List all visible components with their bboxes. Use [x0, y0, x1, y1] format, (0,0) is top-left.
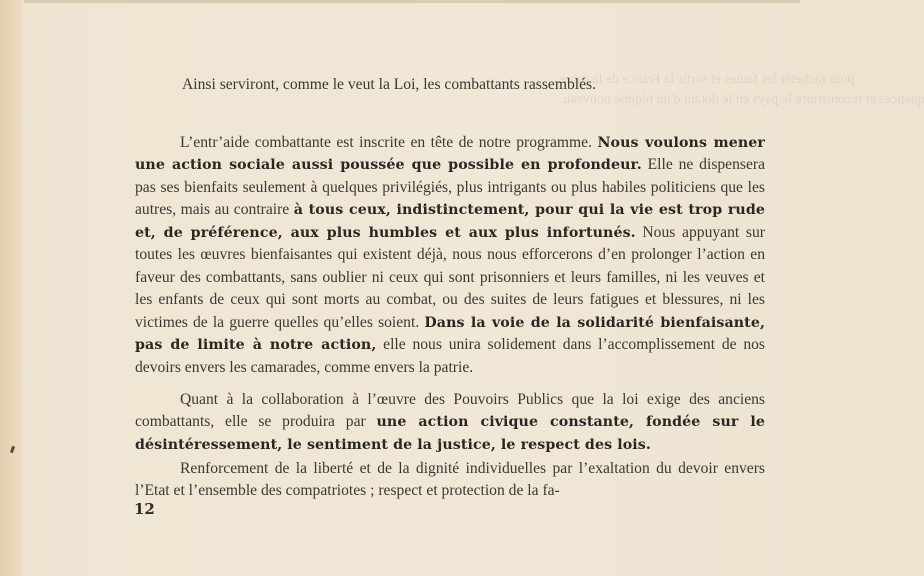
page-spine-edge [0, 0, 22, 576]
paragraph [135, 389, 765, 457]
show-through-text: pour racheter les fautes et sortir la France de la ruine [560, 72, 855, 87]
bold-text-segment: à tous ceux, indistinctement, pour qui la vie est trop rude et, de préférence, aux plus humbles et aux plus infortunés. [135, 202, 765, 241]
text-segment: Renforcement de la liberté et de la dignité individuelles par l’exaltation du devoir envers l’Etat et l’ensemble des compatriotes ; respect et protection de la fa- [135, 459, 765, 500]
paragraph [135, 74, 765, 97]
paragraph [135, 458, 765, 503]
text-segment: L’entr’aide combattante est inscrite en tête de notre programme. [180, 133, 598, 151]
text-segment: elle nous unira solidement dans l’accomplissement de nos devoirs envers les camarades, comme envers la patrie. [135, 336, 765, 376]
text-segment: Ainsi serviront, comme le veut la Loi, les combattants rassemblés. [182, 75, 597, 93]
text-segment: Elle ne dispensera pas ses bienfaits seulement à quelques privilégiés, plus intrigants ou plus habiles politiciens que les autres, mais au contraire [135, 156, 766, 219]
page-top-edge [24, 0, 800, 3]
text-segment: Quant à la collaboration à l’œuvre des Pouvoirs Publics que la loi exige des anciens combattants, elle se produira par [135, 390, 765, 431]
paragraph [135, 132, 765, 380]
page-number: 12 [134, 500, 155, 518]
text-segment: Nous appuyant sur toutes les œuvres bienfaisantes qui existent déjà, nous nous efforcerons d’en prolonger l’action en faveur des combattants, sans oublier ni ceux qui sont prisonniers et leurs familles, ni les veuves et les enfants de ceux qui sont morts au combat, ou des suites de leurs fatigues et blessures, ni les victimes de la guerre quelles qu’elles soient. [135, 223, 765, 331]
bold-text-segment: Nous voulons mener une action sociale aussi poussée que possible en profondeur. [135, 134, 765, 174]
bold-text-segment: Dans la voie de la solidarité bienfaisante, pas de limite à notre action, [135, 314, 765, 354]
show-through-text: quences et reconstruire le pays en le dotant d'un régime nouveau. [560, 92, 924, 107]
bold-text-segment: une action civique constante, fondée sur le désintéressement, le sentiment de la justice, le respect des lois. [135, 414, 765, 453]
